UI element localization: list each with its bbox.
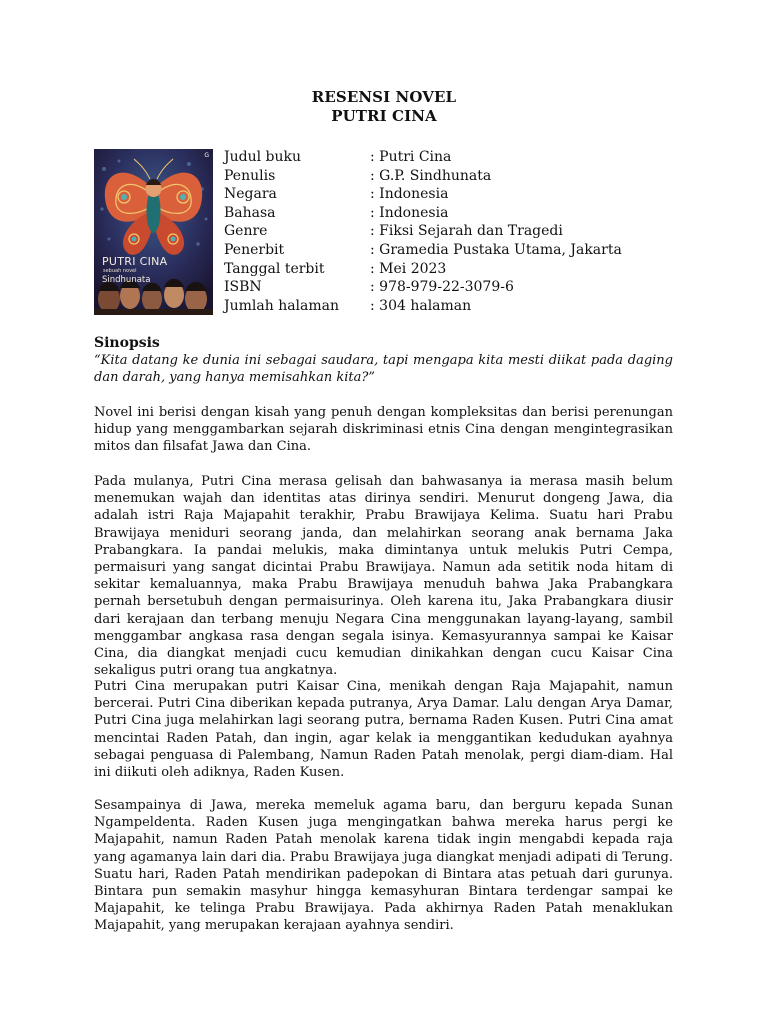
info-label: Jumlah halaman xyxy=(224,297,340,314)
info-label: Penerbit xyxy=(224,241,285,258)
title-line-2: PUTRI CINA xyxy=(331,107,437,125)
info-label: Negara xyxy=(224,186,277,203)
info-value: : Fiksi Sejarah dan Tragedi xyxy=(370,223,563,240)
info-row-bahasa xyxy=(224,204,622,223)
info-value: : Gramedia Pustaka Utama, Jakarta xyxy=(370,241,622,258)
cover-title: PUTRI CINA xyxy=(102,255,168,268)
info-value: : Mei 2023 xyxy=(370,260,447,277)
info-value: : Indonesia xyxy=(370,186,449,203)
title-line-1: RESENSI NOVEL xyxy=(311,88,457,106)
info-row-genre xyxy=(224,222,622,241)
synopsis-quote: “Kita datang ke dunia ini sebagai saudara, tapi mengapa kita mesti diikat pada daging dan darah, yang hanya memisahkan kita?” xyxy=(94,353,673,386)
book-cover-artwork xyxy=(94,149,213,315)
info-row-penulis xyxy=(224,167,622,186)
info-value: : 304 halaman xyxy=(370,297,472,314)
synopsis-paragraph-2: Pada mulanya, Putri Cina merasa gelisah dan bahwasanya ia merasa masih belum menemukan wajah dan identitas atas dirinya sendiri. Menurut dongeng Jawa, dia adalah istri Raja Majapahit terakhir, Prabu Brawijaya Kelima. Suatu hari Prabu Brawijaya meniduri seorang janda, dan melahirkan seorang anak bernama Jaka Prabangkara. Ia pandai melukis, maka dimintanya untuk melukis Putri Cempa, permaisuri yang sangat dicintai Prabu Brawijaya. Namun ada setitik noda hitam di sekitar kemaluannya, maka Prabu Brawijaya menuduh bahwa Jaka Prabangkara pernah bersetubuh dengan permaisurinya. Oleh karena itu, Jaka Prabangkara diusir dari kerajaan dan terbang menuju Negara Cina menggunakan layang-layang, sambil menggambar angkasa rasa dengan segala isinya. Kemasyurannya sampai ke Kaisar Cina, dia diangkat menjadi cucu kemudian dinikahkan dengan cucu Kaisar Cina sekaligus putri orang tua angkatnya. xyxy=(94,474,673,679)
info-row-isbn xyxy=(224,278,622,297)
cover-author: Sindhunata xyxy=(102,275,151,285)
info-value: : Indonesia xyxy=(370,204,449,221)
info-label: ISBN xyxy=(224,279,262,296)
info-row-judul xyxy=(224,148,622,167)
cover-subtitle: sebuah novel xyxy=(103,268,137,274)
info-value: : 978-979-22-3079-6 xyxy=(370,279,514,296)
synopsis-heading: Sinopsis xyxy=(94,335,160,351)
info-label: Judul buku xyxy=(224,149,302,165)
info-label: Genre xyxy=(224,223,268,240)
synopsis-paragraph-1: Novel ini berisi dengan kisah yang penuh dengan kompleksitas dan berisi perenungan hidup yang menggambarkan sejarah diskriminasi etnis Cina dengan mengintegrasikan mitos dan filsafat Jawa dan Cina. xyxy=(94,405,673,455)
book-cover-image xyxy=(94,149,213,315)
info-row-negara xyxy=(224,185,622,204)
synopsis-paragraph-3: Putri Cina merupakan putri Kaisar Cina, menikah dengan Raja Majapahit, namun bercerai. Putri Cina diberikan kepada putranya, Arya Damar. Lalu dengan Arya Damar, Putri Cina juga melahirkan lagi seorang putra, bernama Raden Kusen. Putri Cina amat mencintai Raden Patah, dan ingin, agar kelak ia menggantikan kedudukan ayahnya sebagai penguasa di Palembang, Namun Raden Patah menolak, pergi diam-diam. Hal ini diikuti oleh adiknya, Raden Kusen. xyxy=(94,679,673,781)
synopsis-paragraph-4: Sesampainya di Jawa, mereka memeluk agama baru, dan berguru kepada Sunan Ngampeldenta. Raden Kusen juga mengingatkan bahwa mereka harus pergi ke Majapahit, namun Raden Patah menolak karena tidak ingin mengabdi kepada raja yang agamanya lain dari dia. Prabu Brawijaya juga diangkat menjadi adipati di Terung. Suatu hari, Raden Patah mendirikan padepokan di Bintara atas petuah dari gurunya. Bintara pun semakin masyhur hingga kemasyhuran Bintara terdengar sampai ke Majapahit, ke telinga Prabu Brawijaya. Pada akhirnya Raden Patah menaklukan Majapahit, yang merupakan kerajaan ayahnya sendiri. xyxy=(94,798,673,934)
info-value: : G.P. Sindhunata xyxy=(370,167,492,184)
info-label: Bahasa xyxy=(224,204,276,221)
info-row-penerbit xyxy=(224,241,622,260)
info-value: : Putri Cina xyxy=(370,149,452,165)
info-row-jumlah-halaman xyxy=(224,297,622,316)
info-label: Tanggal terbit xyxy=(224,260,325,277)
document-title xyxy=(0,88,768,126)
book-info-table xyxy=(224,148,622,315)
info-row-tanggal-terbit xyxy=(224,260,622,279)
publisher-logo: G xyxy=(204,152,209,159)
info-label: Penulis xyxy=(224,167,276,184)
